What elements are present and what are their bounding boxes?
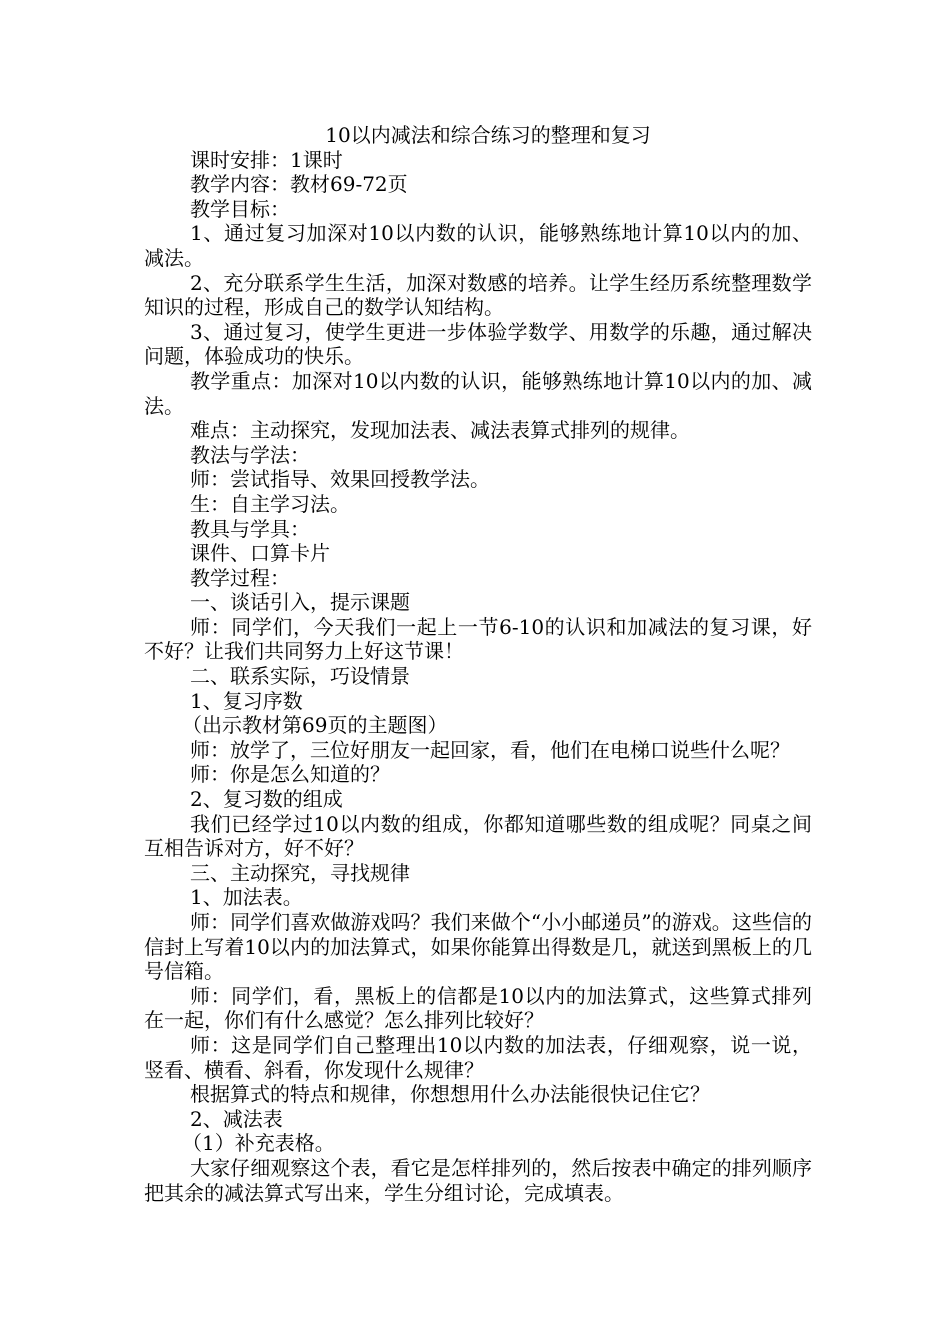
paragraph: 2、减法表: [190, 1106, 283, 1131]
paragraph: 教学内容：教材69-72页: [190, 172, 408, 197]
paragraph: 课件、口算卡片: [190, 541, 330, 566]
document-title: 10以内减法和综合练习的整理和复习: [325, 123, 651, 147]
paragraph: 教学过程：: [190, 565, 290, 590]
paragraph: 一、谈话引入，提示课题: [190, 590, 410, 615]
paragraph: 教法与学法：: [190, 442, 310, 467]
paragraph: 1、通过复习加深对10以内数的认识，能够熟练地计算10以内的加、减法。: [144, 221, 812, 270]
paragraph: 教具与学具：: [190, 516, 310, 541]
paragraph: 师：同学们，看，黑板上的信都是10以内的加法算式，这些算式排列在一起，你们有什么感觉？怎么排列比较好？: [144, 983, 812, 1033]
paragraph: 1、复习序数: [190, 688, 303, 713]
paragraph: 2、复习数的组成: [190, 787, 343, 812]
paragraph: 师：你是怎么知道的？: [190, 762, 390, 787]
paragraph: 三、主动探究，寻找规律: [190, 860, 410, 885]
paragraph: 师：同学们，今天我们一起上一节6-10的认识和加减法的复习课，好不好？让我们共同努力上好这节课！: [144, 614, 812, 664]
paragraph: 大家仔细观察这个表，看它是怎样排列的，然后按表中确定的排列顺序把其余的减法算式写出来，学生分组讨论，完成填表。: [144, 1155, 812, 1205]
paragraph: 师：同学们喜欢做游戏吗？我们来做个“小小邮递员”的游戏。这些信的信封上写着10以内的加法算式，如果你能算出得数是几，就送到黑板上的几号信箱。: [144, 910, 812, 984]
paragraph: 2、充分联系学生生活，加深对数感的培养。让学生经历系统整理数学知识的过程，形成自己的数学认知结构。: [144, 270, 812, 320]
paragraph: 我们已经学过10以内数的组成，你都知道哪些数的组成呢？同桌之间互相告诉对方，好不好？: [144, 811, 812, 861]
paragraph: 难点：主动探究，发现加法表、减法表算式排列的规律。: [190, 418, 690, 443]
paragraph: 生：自主学习法。: [190, 491, 350, 516]
paragraph: （出示教材第69页的主题图）: [182, 713, 448, 738]
document-body: [144, 123, 812, 1205]
paragraph: 师：这是同学们自己整理出10以内数的加法表，仔细观察，说一说，竖看、横看、斜看，你发现什么规律？: [144, 1032, 812, 1082]
paragraph: （1）补充表格。: [182, 1131, 335, 1156]
paragraph: 3、通过复习，使学生更进一步体验学数学、用数学的乐趣，通过解决问题，体验成功的快乐。: [144, 319, 812, 369]
paragraph: 教学目标：: [190, 196, 290, 221]
paragraph: 课时安排：1课时: [190, 147, 343, 172]
paragraph: 二、联系实际，巧设情景: [190, 664, 410, 689]
paragraph: 教学重点：加深对10以内数的认识，能够熟练地计算10以内的加、减法。: [144, 368, 812, 418]
paragraph: 根据算式的特点和规律，你想想用什么办法能很快记住它？: [190, 1082, 710, 1107]
paragraph: 1、加法表。: [190, 885, 303, 910]
paragraph: 师：放学了，三位好朋友一起回家，看，他们在电梯口说些什么呢？: [190, 737, 790, 762]
paragraph: 师：尝试指导、效果回授教学法。: [190, 467, 490, 492]
